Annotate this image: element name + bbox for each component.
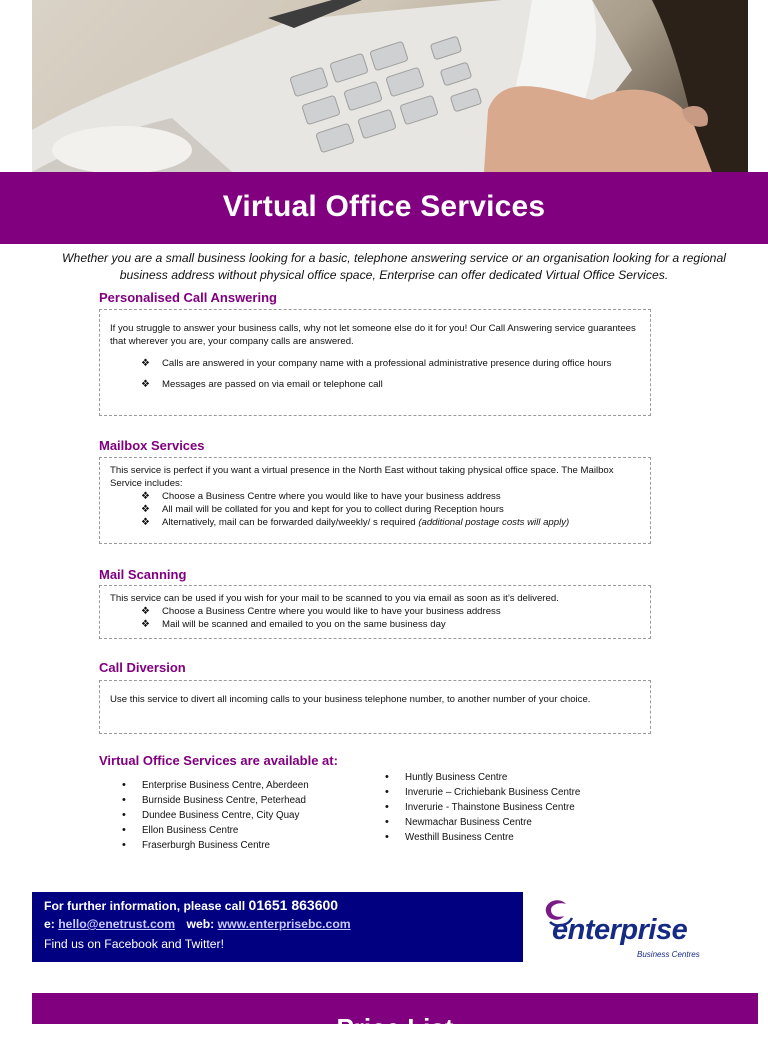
web-label: web: (186, 917, 215, 931)
title-band (0, 172, 768, 244)
locations-right-list (383, 770, 580, 845)
call-answering-paragraph: If you struggle to answer your business calls, why not let someone else do it for you! Our Call Answering service guarantees that wherever you are, your company calls are answered. (110, 323, 636, 347)
list-item: • Inverurie – Crichiebank Business Centre (383, 785, 580, 800)
email-link[interactable]: hello@enetrust.com (58, 917, 176, 931)
diamond-bullet-icon: ❖ (141, 358, 150, 369)
enterprise-logo (536, 890, 722, 966)
list-item: ❖ Choose a Business Centre where you would like to have your business address (141, 606, 501, 617)
locations-left-list (120, 778, 309, 853)
section-heading-mail-scanning: Mail Scanning (99, 567, 187, 582)
website-link[interactable]: www.enterprisebc.com (217, 917, 351, 931)
availability-heading: Virtual Office Services are available at: (99, 753, 338, 768)
phone-number: 01651 863600 (248, 897, 339, 913)
mail-scanning-paragraph: This service can be used if you wish for your mail to be scanned to you via email as soon as it’s delivered. (110, 593, 559, 604)
list-item: ❖ Choose a Business Centre where you would like to have your business address (141, 491, 501, 502)
list-item: • Fraserburgh Business Centre (120, 838, 309, 853)
hero-image (32, 0, 748, 172)
mailbox-box (99, 457, 651, 544)
mail-scanning-bullets (110, 605, 640, 631)
list-item: ❖ Calls are answered in your company name with a professional administrative presence during office hours (141, 358, 612, 369)
diamond-bullet-icon: ❖ (141, 517, 150, 528)
list-item: • Westhill Business Centre (383, 830, 580, 845)
call-diversion-box (99, 680, 651, 734)
diamond-bullet-icon: ❖ (141, 619, 150, 630)
mailbox-bullets (110, 490, 640, 529)
diamond-bullet-icon: ❖ (141, 504, 150, 515)
postage-note: (additional postage costs will apply) (418, 517, 570, 528)
section-heading-mailbox: Mailbox Services (99, 438, 205, 453)
telephone-illustration (32, 0, 748, 172)
list-item: • Enterprise Business Centre, Aberdeen (120, 778, 309, 793)
list-item: • Burnside Business Centre, Peterhead (120, 793, 309, 808)
section-heading-call-diversion: Call Diversion (99, 660, 186, 675)
social-text: Find us on Facebook and Twitter! (44, 937, 224, 951)
price-list-heading: Price List (336, 1013, 454, 1043)
list-item: • Huntly Business Centre (383, 770, 580, 785)
email-label: e: (44, 917, 55, 931)
intro-text: Whether you are a small business looking for a basic, telephone answering service or an organisation looking for a regional business address without physical office space, Enterprise can offer dedicated Virtual Office Services. (62, 251, 726, 282)
list-item: • Dundee Business Centre, City Quay (120, 808, 309, 823)
call-diversion-paragraph: Use this service to divert all incoming calls to your business telephone number, to another number of your choice. (110, 694, 591, 705)
list-item: ❖ Mail will be scanned and emailed to you on the same business day (141, 619, 446, 630)
list-item: • Inverurie - Thainstone Business Centre (383, 800, 580, 815)
contact-banner (32, 892, 523, 962)
mail-scanning-box (99, 585, 651, 639)
mailbox-paragraph: This service is perfect if you want a virtual presence in the North East without taking physical office space. The Mailbox Service includes: (110, 465, 614, 489)
diamond-bullet-icon: ❖ (141, 606, 150, 617)
section-heading-call-answering: Personalised Call Answering (99, 290, 277, 305)
contact-links-line (44, 917, 351, 931)
list-item: ❖ All mail will be collated for you and kept for you to collect during Reception hours (141, 504, 504, 515)
logo-wordmark: enterprise (552, 914, 688, 946)
diamond-bullet-icon: ❖ (141, 491, 150, 502)
call-answering-bullets (110, 357, 640, 391)
call-label: For further information, please call (44, 899, 246, 913)
list-item: ❖ Alternatively, mail can be forwarded daily/weekly/ s required (additional postage costs will apply) (141, 517, 570, 528)
list-item: • Ellon Business Centre (120, 823, 309, 838)
call-answering-box (99, 309, 651, 416)
diamond-bullet-icon: ❖ (141, 379, 150, 390)
list-item: ❖ Messages are passed on via email or telephone call (141, 379, 383, 390)
logo-subtitle: Business Centres (637, 950, 700, 959)
page-title: Virtual Office Services (222, 190, 546, 223)
price-list-band (32, 993, 758, 1043)
contact-call-line (44, 897, 338, 913)
list-item: • Newmachar Business Centre (383, 815, 580, 830)
